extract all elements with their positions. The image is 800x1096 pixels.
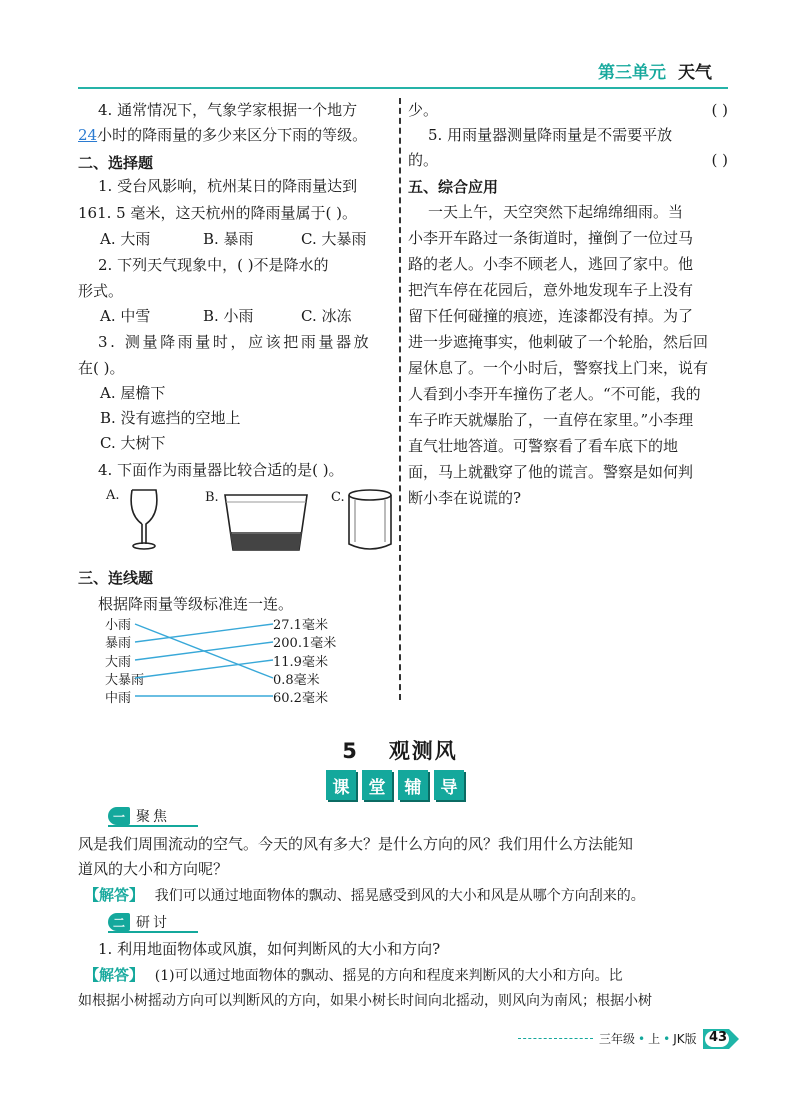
section-5-heading: 五、综合应用 (408, 178, 499, 196)
unit-label: 第三单元 (598, 63, 666, 83)
header-divider (78, 87, 728, 89)
section-label: 聚焦 (136, 809, 170, 825)
story-line: 把汽车停在花园后，意外地发现车子上没有 (408, 281, 694, 299)
banner-char: 课 (326, 770, 356, 800)
lesson-name: 观测风 (388, 739, 458, 763)
story-line: 断小李在说谎的? (408, 489, 522, 507)
answer-bracket: ( ) (711, 151, 728, 169)
answer-2-line2: 如根据小树摇动方向可以判断风的方向，如果小树长时间向北摇动，则风向为南风；根据小树 (78, 993, 652, 1009)
c4-label-c: C. (331, 490, 345, 505)
answer-1 (84, 883, 645, 909)
answer-2-line1: (1)可以通过地面物体的飘动、摇晃的方向和程度来判断风的大小和方向。比 (154, 968, 623, 984)
section-focus-header (108, 806, 170, 826)
footer-term: 上 (648, 1032, 661, 1046)
c2-option-a: A. 中雪 (100, 307, 151, 325)
unit-title: 天气 (678, 63, 712, 83)
banner-char: 辅 (398, 770, 428, 800)
match-left-item: 小雨 (105, 618, 132, 633)
wine-glass-icon (124, 488, 164, 552)
section-underline (108, 825, 198, 827)
c2-option-c: C. 冰冻 (301, 307, 352, 325)
story-line: 留下任何碰撞的痕迹，连漆都没有掉。为了 (408, 307, 694, 325)
c3-option-c: C. 大树下 (100, 434, 166, 452)
match-right-item: 0.8毫米 (273, 673, 320, 688)
c4-label-a: A. (106, 488, 120, 503)
matching-exercise (105, 612, 350, 707)
match-left-item: 中雨 (105, 691, 132, 706)
answer-1-text: 我们可以通过地面物体的飘动、摇晃感受到风的大小和风是从哪个方向刮来的。 (154, 888, 645, 904)
c2-options (100, 304, 351, 329)
q4-line2 (78, 123, 367, 148)
answer-tag: 【解答】 (84, 966, 145, 984)
story-line: 面，马上就戳穿了他的谎言。警察是如何判 (408, 463, 694, 481)
section-3-heading: 三、连线题 (78, 569, 154, 587)
match-right-item: 60.2毫米 (273, 691, 328, 706)
match-left-item: 大雨 (105, 655, 132, 670)
q4-underlined: 24 (78, 126, 98, 144)
discuss-question-1: 1. 利用地面物体或风旗，如何判断风的大小和方向? (98, 940, 441, 958)
footer-dash (518, 1038, 593, 1039)
section-label: 研讨 (136, 915, 170, 931)
r5-line2 (408, 148, 728, 173)
footer-grade: 三年级 (599, 1032, 636, 1046)
c3-line2: 在( )。 (78, 359, 125, 377)
footer-edition-label: JK版 (673, 1032, 697, 1046)
q4-line1: 4. 通常情况下，气象学家根据一个地方 (98, 101, 358, 119)
c1-option-c: C. 大暴雨 (301, 230, 367, 248)
banner-char: 导 (434, 770, 464, 800)
c3-option-a: A. 屋檐下 (100, 384, 166, 402)
answer-tag: 【解答】 (84, 886, 145, 904)
lesson-number: 5 (342, 739, 359, 763)
answer-2 (84, 963, 623, 989)
match-left-item: 大暴雨 (105, 673, 145, 688)
focus-line2: 道风的大小和方向呢？ (78, 860, 229, 878)
c1-line2: 161. 5 毫米，这天杭州的降雨量属于( )。 (78, 204, 357, 222)
r5-line1: 5. 用雨量器测量降雨量是不需要平放 (428, 126, 673, 144)
match-line (135, 624, 273, 642)
story-line: 进一步遮掩事实，他刺破了一个轮胎，然后回 (408, 333, 709, 351)
story-line: 路的老人。小李不顾老人，逃回了家中。他 (408, 255, 694, 273)
footer-edition (512, 1030, 731, 1047)
answer-bracket: ( ) (711, 101, 728, 119)
r5-line2-text: 的。 (408, 151, 439, 169)
q4-line2-text: 小时的降雨量的多少来区分下雨的等级。 (97, 126, 368, 144)
tumbler-icon (222, 492, 310, 554)
story-line: 屋休息了。一个小时后，警察找上门来，说有 (408, 359, 709, 377)
section-number-badge: 二 (108, 913, 130, 931)
story-line: 人看到小李开车撞伤了老人。“不可能，我的 (408, 385, 701, 403)
story-line: 一天上午，天空突然下起绵绵细雨。当 (428, 203, 684, 221)
c4-label-b: B. (205, 490, 219, 505)
footer-dot: • (638, 1031, 646, 1046)
match-right-item: 200.1毫米 (273, 636, 337, 651)
page-number-badge (703, 1027, 741, 1051)
unit-header (598, 58, 712, 83)
lesson-title (0, 735, 800, 765)
c1-line1: 1. 受台风影响，杭州某日的降雨量达到 (98, 177, 358, 195)
c1-option-a: A. 大雨 (100, 230, 151, 248)
section-number-badge: 一 (108, 807, 130, 825)
story-line: 小李开车路过一条街道时，撞倒了一位过马 (408, 229, 694, 247)
match-line (135, 642, 273, 660)
focus-line1: 风是我们周围流动的空气。今天的风有多大？是什么方向的风？我们用什么方法能知 (78, 835, 634, 853)
r4-end (408, 98, 728, 123)
r4-end-text: 少。 (408, 101, 439, 119)
section-discuss-header (108, 912, 170, 932)
section-underline (108, 931, 198, 933)
match-line (135, 660, 273, 678)
match-prompt: 根据降雨量等级标准连一连。 (98, 595, 294, 613)
c2-option-b: B. 小雨 (203, 307, 254, 325)
c3-line1: 3. 测量降雨量时，应该把雨量器放 (98, 333, 372, 351)
c4-question: 4. 下面作为雨量器比较合适的是( )。 (98, 461, 344, 479)
cylinder-jar-icon (346, 488, 394, 554)
footer-dot: • (663, 1031, 671, 1046)
c1-options (100, 227, 366, 252)
match-right-item: 11.9毫米 (273, 655, 328, 670)
match-left-item: 暴雨 (105, 636, 132, 651)
match-right-item: 27.1毫米 (273, 618, 328, 633)
c1-option-b: B. 暴雨 (203, 230, 254, 248)
story-line: 直气壮地答道。可警察看了看车底下的地 (408, 437, 679, 455)
c2-line2: 形式。 (78, 282, 124, 300)
section-2-heading: 二、选择题 (78, 154, 154, 172)
c3-option-b: B. 没有遮挡的空地上 (100, 409, 241, 427)
banner-char: 堂 (362, 770, 392, 800)
column-divider (399, 98, 401, 700)
story-line: 车子昨天就爆胎了，一直停在家里。”小李理 (408, 411, 694, 429)
class-guide-banner (326, 770, 464, 800)
matching-lines (133, 612, 283, 707)
c2-line1: 2. 下列天气现象中，( )不是降水的 (98, 256, 329, 274)
page-number: 43 (708, 1030, 728, 1045)
